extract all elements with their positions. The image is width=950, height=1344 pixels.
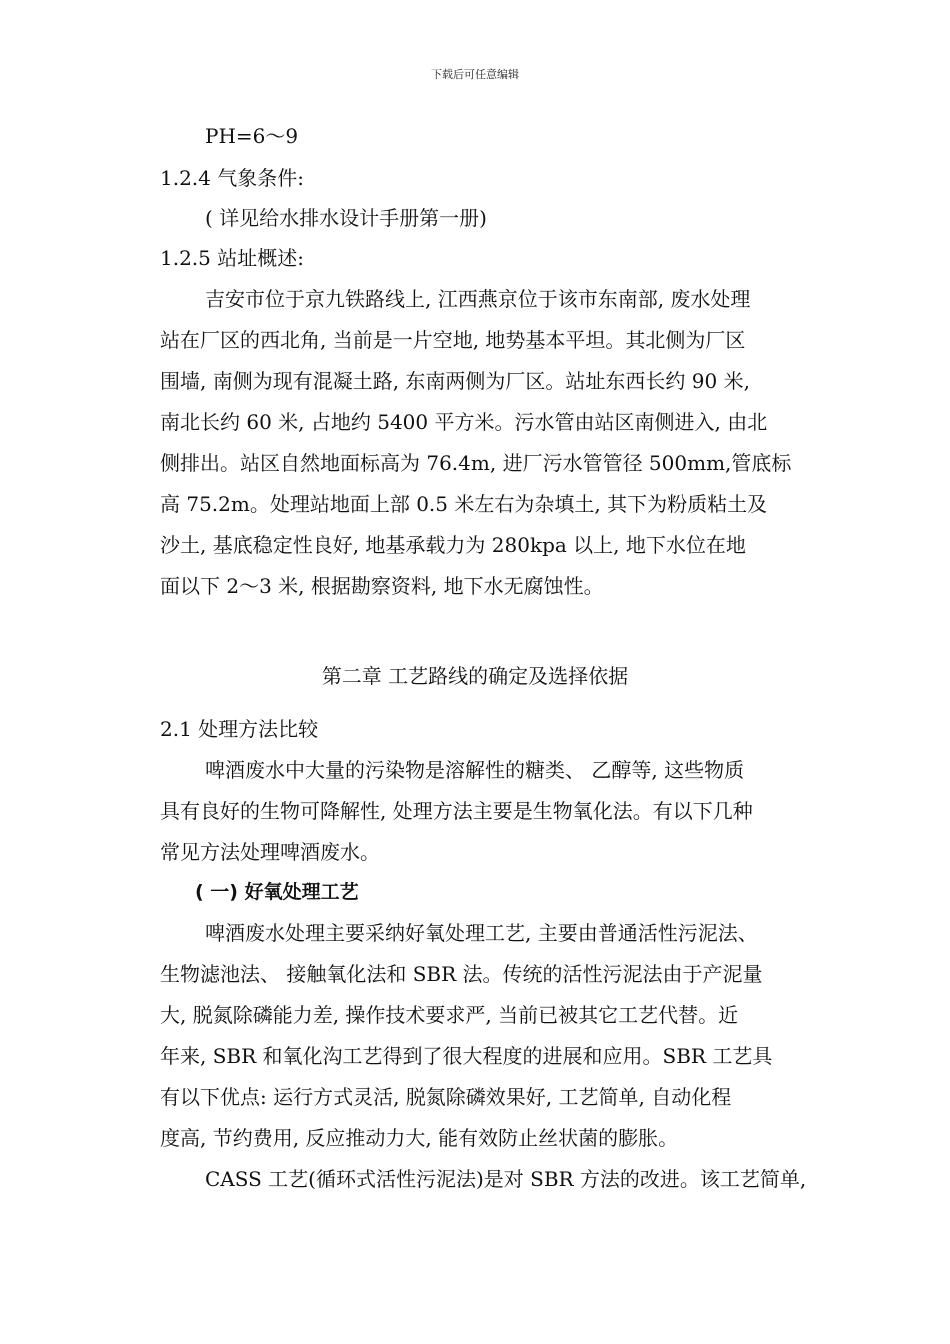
- subsection-heading-aerobic: ( 一) 好氧处理工艺: [195, 881, 359, 903]
- paragraph-line: 吉安市位于京九铁路线上, 江西燕京位于该市东南部, 废水处理: [205, 287, 751, 311]
- paragraph-line: 年来, SBR 和氧化沟工艺得到了很大程度的进展和应用。SBR 工艺具: [160, 1044, 773, 1068]
- paragraph-line: 面以下 2～3 米, 根据勘察资料, 地下水无腐蚀性。: [160, 574, 604, 598]
- paragraph-line: 啤酒废水中大量的污染物是溶解性的糖类、 乙醇等, 这些物质: [205, 758, 745, 782]
- paragraph-line: 啤酒废水处理主要采纳好氧处理工艺, 主要由普通活性污泥法、: [205, 921, 758, 945]
- page-header-note: 下载后可任意编辑: [431, 68, 519, 81]
- paragraph-line: 沙土, 基底稳定性良好, 地基承载力为 280kpa 以上, 地下水位在地: [160, 533, 746, 557]
- section-heading-1-2-5: 1.2.5 站址概述:: [160, 246, 304, 270]
- paragraph-line: 侧排出。站区自然地面标高为 76.4m, 进厂污水管管径 500mm,管底标: [160, 451, 792, 475]
- climate-reference-line: ( 详见给水排水设计手册第一册): [205, 206, 487, 230]
- paragraph-line: 围墙, 南侧为现有混凝土路, 东南两侧为厂区。站址东西长约 90 米,: [160, 369, 750, 393]
- chapter-title: 第二章 工艺路线的确定及选择依据: [321, 664, 629, 688]
- paragraph-line: CASS 工艺(循环式活性污泥法)是对 SBR 方法的改进。该工艺简单,: [205, 1167, 807, 1191]
- ph-value-line: PH=6～9: [205, 124, 299, 148]
- section-heading-2-1: 2.1 处理方法比较: [160, 717, 319, 741]
- paragraph-line: 常见方法处理啤酒废水。: [160, 840, 380, 864]
- section-heading-1-2-4: 1.2.4 气象条件:: [160, 166, 304, 190]
- paragraph-line: 大, 脱氮除磷能力差, 操作技术要求严, 当前已被其它工艺代替。近: [160, 1003, 739, 1027]
- paragraph-line: 高 75.2m。处理站地面上部 0.5 米左右为杂填土, 其下为粉质粘土及: [160, 492, 768, 516]
- paragraph-line: 有以下优点: 运行方式灵活, 脱氮除磷效果好, 工艺简单, 自动化程: [160, 1085, 732, 1109]
- paragraph-line: 站在厂区的西北角, 当前是一片空地, 地势基本平坦。其北侧为厂区: [160, 328, 746, 352]
- paragraph-line: 度高, 节约费用, 反应推动力大, 能有效防止丝状菌的膨胀。: [160, 1126, 679, 1150]
- paragraph-line: 南北长约 60 米, 占地约 5400 平方米。污水管由站区南侧进入, 由北: [160, 410, 768, 434]
- paragraph-line: 具有良好的生物可降解性, 处理方法主要是生物氧化法。有以下几种: [160, 799, 753, 823]
- paragraph-line: 生物滤池法、 接触氧化法和 SBR 法。传统的活性污泥法由于产泥量: [160, 962, 763, 986]
